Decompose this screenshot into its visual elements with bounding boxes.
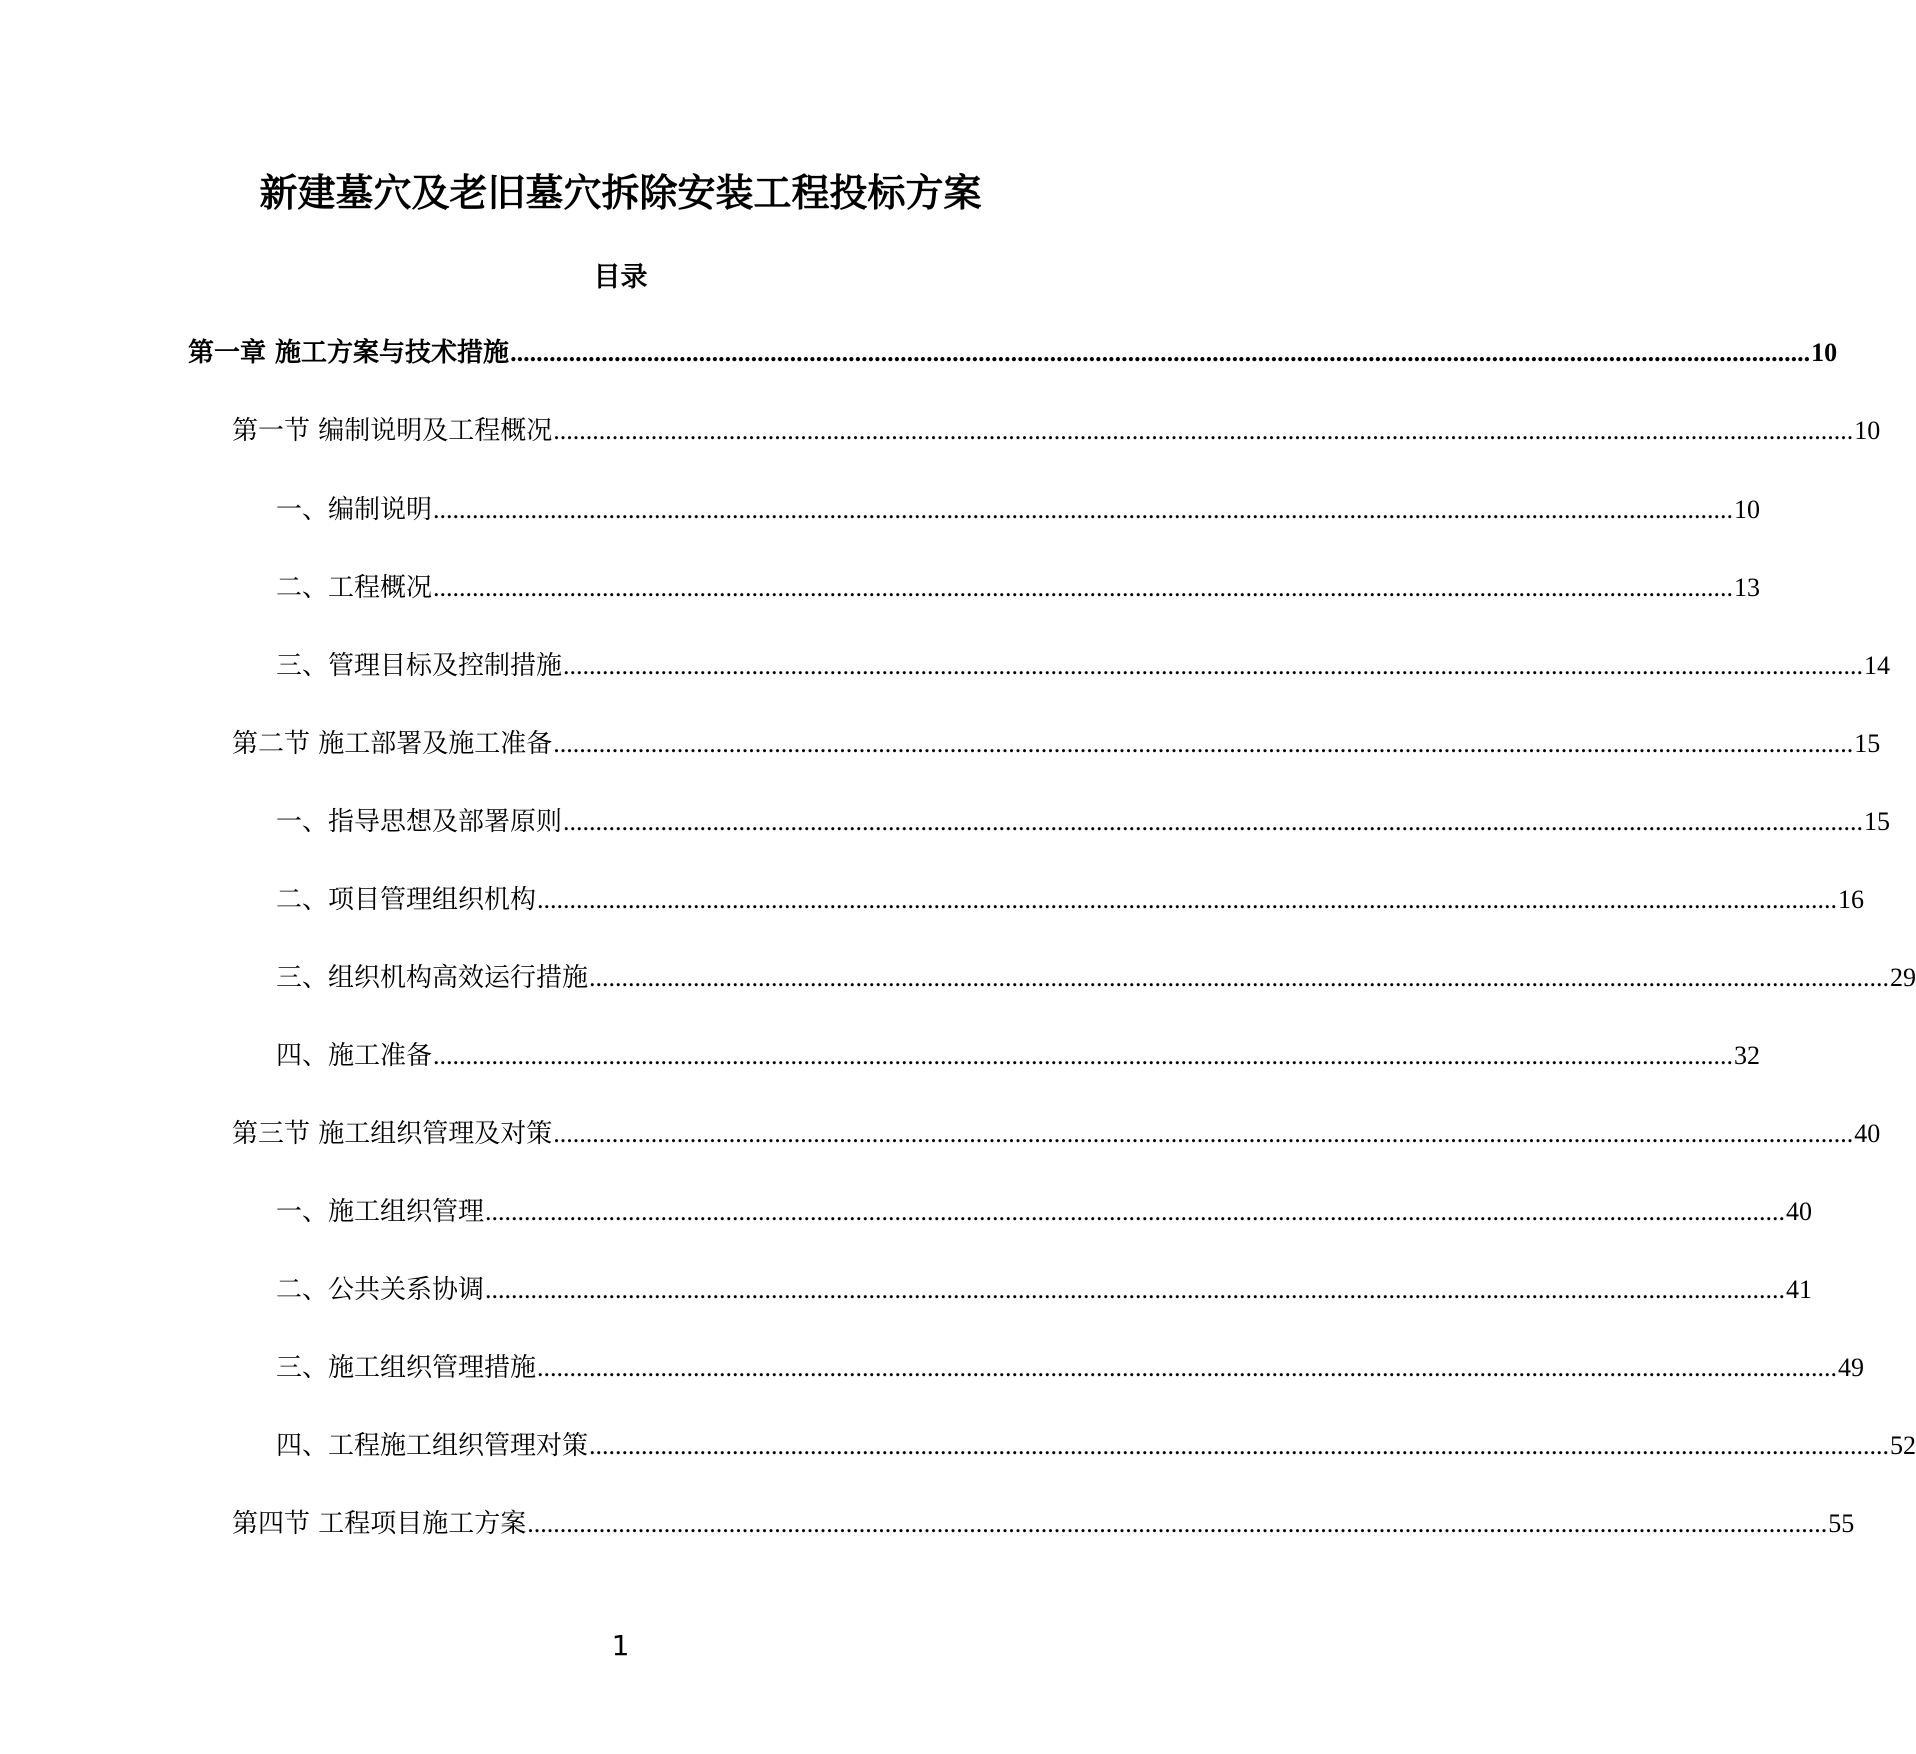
toc-entry-label: 二、项目管理组织机构 xyxy=(276,885,537,915)
toc-entry-page: 40 xyxy=(1786,1197,1813,1226)
toc-entry-page: 40 xyxy=(1854,1119,1881,1148)
toc-entry-label: 第一章 施工方案与技术措施 xyxy=(188,338,510,368)
toc-entry-page: 15 xyxy=(1854,729,1881,758)
toc-leader-dots: ........................................................................................................................................................................................................ xyxy=(537,885,1838,914)
toc-leader-dots: ........................................................................................................................................................................................................ xyxy=(553,729,1854,758)
toc-entry-page: 10 xyxy=(1811,338,1838,367)
toc-entry-page: 14 xyxy=(1864,651,1891,680)
toc-entry-page: 13 xyxy=(1734,573,1761,602)
toc-entry-section-3[interactable] xyxy=(232,1114,1881,1154)
toc-entry-page: 16 xyxy=(1838,885,1865,914)
toc-entry-subsection[interactable] xyxy=(276,880,1865,920)
toc-entry-page: 29 xyxy=(1890,963,1916,992)
toc-entry-label: 第四节 工程项目施工方案 xyxy=(232,1509,527,1539)
toc-entry-subsection[interactable] xyxy=(276,802,1891,842)
toc-entry-section-2[interactable] xyxy=(232,724,1881,764)
toc-entry-page: 15 xyxy=(1864,807,1891,836)
toc-entry-page: 10 xyxy=(1854,416,1881,445)
toc-entry-subsection[interactable] xyxy=(276,1426,1916,1466)
toc-entry-subsection[interactable] xyxy=(276,568,1761,608)
toc-entry-label: 三、施工组织管理措施 xyxy=(276,1353,537,1383)
toc-entry-chapter-1[interactable] xyxy=(188,333,1838,373)
toc-entry-label: 一、编制说明 xyxy=(276,495,433,525)
toc-entry-page: 55 xyxy=(1828,1509,1855,1538)
toc-leader-dots: ........................................................................................................................................................................................................ xyxy=(537,1353,1838,1382)
toc-entry-label: 第一节 编制说明及工程概况 xyxy=(232,416,553,446)
toc-leader-dots: ........................................................................................................................................................................................................ xyxy=(553,416,1854,445)
toc-entry-subsection[interactable] xyxy=(276,1036,1761,1076)
toc-entry-label: 三、管理目标及控制措施 xyxy=(276,651,563,681)
toc-entry-page: 10 xyxy=(1734,495,1761,524)
toc-entry-subsection[interactable] xyxy=(276,646,1891,686)
document-title: 新建墓穴及老旧墓穴拆除安装工程投标方案 xyxy=(259,171,982,215)
toc-leader-dots: ........................................................................................................................................................................................................ xyxy=(563,651,1864,680)
toc-leader-dots: ........................................................................................................................................................................................................ xyxy=(589,963,1890,992)
toc-entry-label: 第三节 施工组织管理及对策 xyxy=(232,1119,553,1149)
toc-leader-dots: ........................................................................................................................................................................................................ xyxy=(589,1431,1890,1460)
toc-entry-subsection[interactable] xyxy=(276,490,1761,530)
toc-entry-section-1[interactable] xyxy=(232,411,1881,451)
toc-leader-dots: ........................................................................................................................................................................................................ xyxy=(510,338,1811,367)
toc-leader-dots: ........................................................................................................................................................................................................ xyxy=(433,573,1734,602)
toc-leader-dots: ........................................................................................................................................................................................................ xyxy=(433,1041,1734,1070)
toc-entry-subsection[interactable] xyxy=(276,1192,1813,1232)
toc-leader-dots: ........................................................................................................................................................................................................ xyxy=(553,1119,1854,1148)
toc-entry-label: 一、施工组织管理 xyxy=(276,1197,485,1227)
toc-entry-label: 四、工程施工组织管理对策 xyxy=(276,1431,589,1461)
toc-heading: 目录 xyxy=(593,262,648,293)
toc-entry-label: 二、工程概况 xyxy=(276,573,433,603)
toc-entry-subsection[interactable] xyxy=(276,1348,1865,1388)
toc-entry-label: 第二节 施工部署及施工准备 xyxy=(232,729,553,759)
toc-entry-label: 二、公共关系协调 xyxy=(276,1275,485,1305)
toc-entry-page: 32 xyxy=(1734,1041,1761,1070)
toc-entry-subsection[interactable] xyxy=(276,958,1916,998)
toc-entry-label: 一、指导思想及部署原则 xyxy=(276,807,563,837)
toc-entry-section-4[interactable] xyxy=(232,1504,1855,1544)
toc-leader-dots: ........................................................................................................................................................................................................ xyxy=(433,495,1734,524)
toc-entry-page: 49 xyxy=(1838,1353,1865,1382)
page-number: 1 xyxy=(611,1629,630,1662)
toc-entry-label: 四、施工准备 xyxy=(276,1041,433,1071)
toc-leader-dots: ........................................................................................................................................................................................................ xyxy=(563,807,1864,836)
toc-leader-dots: ........................................................................................................................................................................................................ xyxy=(527,1509,1828,1538)
toc-entry-label: 三、组织机构高效运行措施 xyxy=(276,963,589,993)
toc-entry-subsection[interactable] xyxy=(276,1270,1813,1310)
toc-leader-dots: ........................................................................................................................................................................................................ xyxy=(485,1275,1786,1304)
toc-entry-page: 41 xyxy=(1786,1275,1813,1304)
toc-entry-page: 52 xyxy=(1890,1431,1916,1460)
toc-leader-dots: ........................................................................................................................................................................................................ xyxy=(485,1197,1786,1226)
